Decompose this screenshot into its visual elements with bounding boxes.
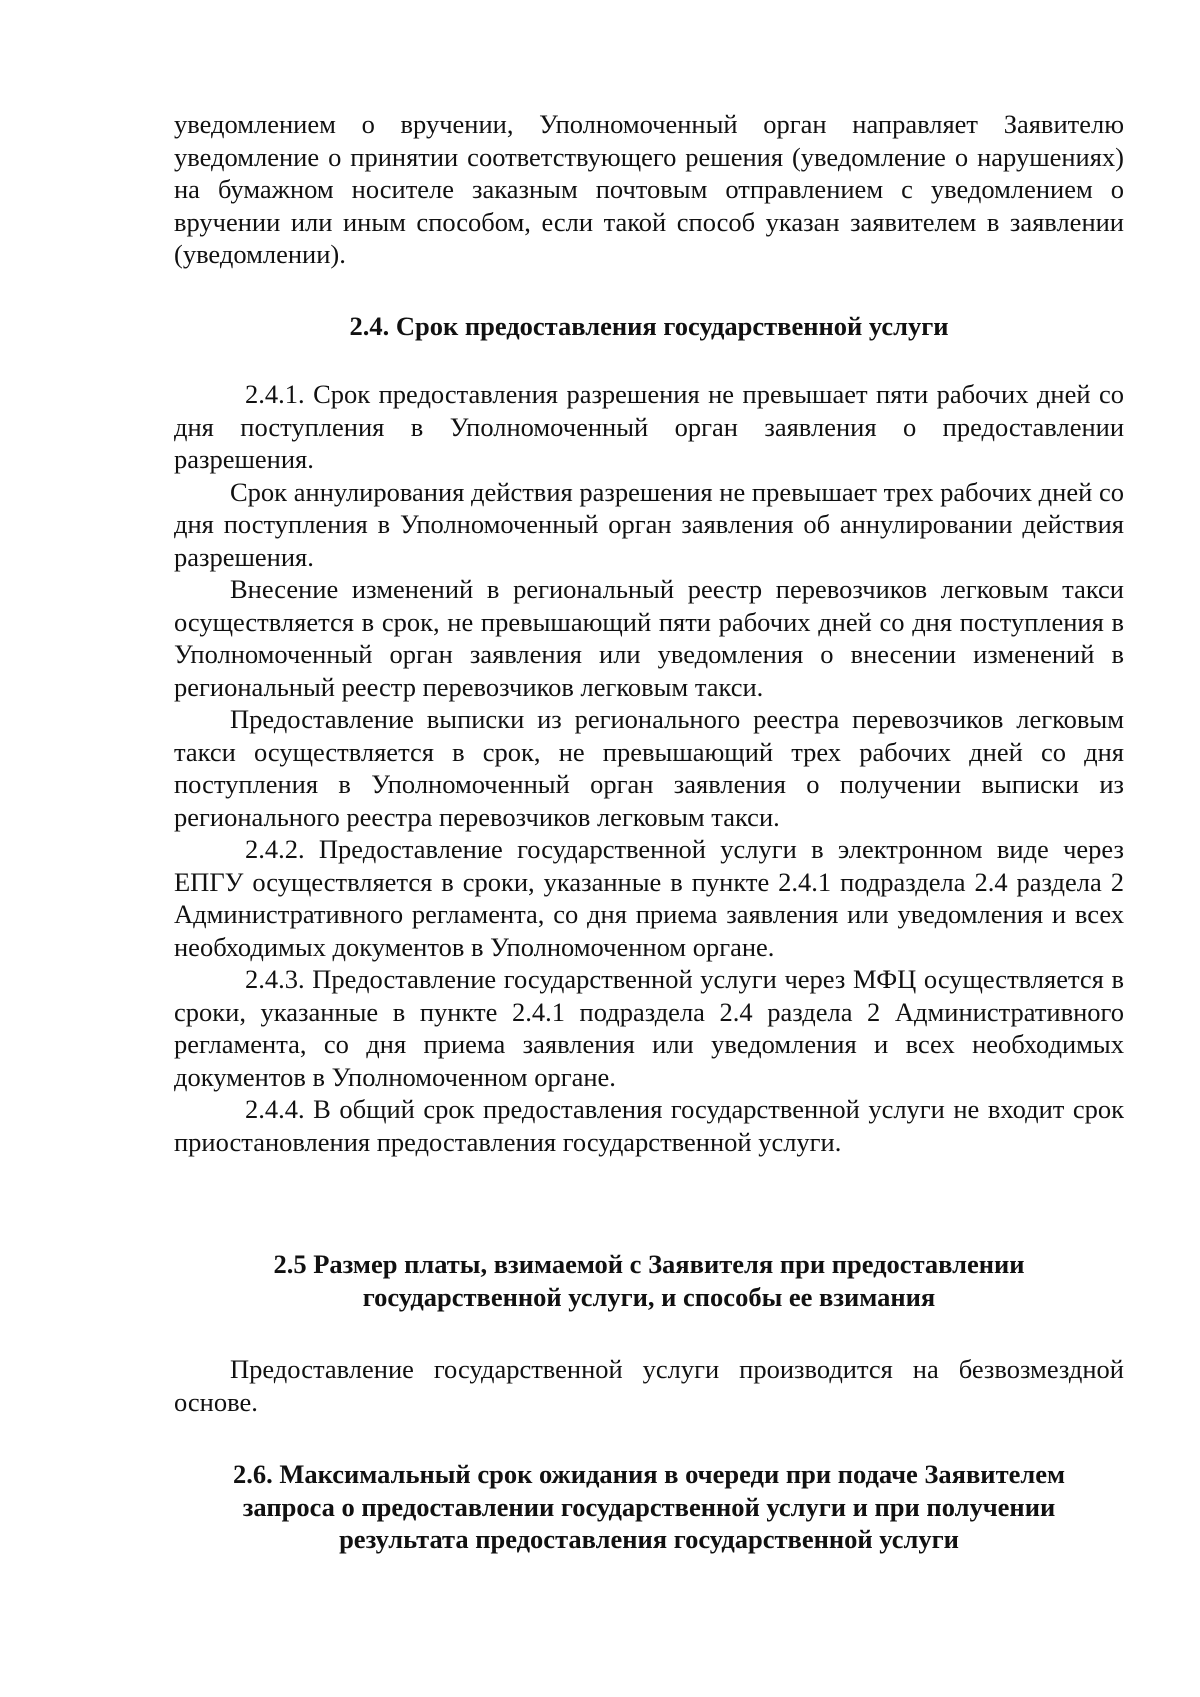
section-2-4-heading: 2.4. Срок предоставления государственной услуги <box>349 310 949 341</box>
paragraph-registry-extract-term: Предоставление выписки из регионального реестра перевозчиков легковым такси осуществляется в срок, не превышающий трех рабочих дней со дня поступления в Уполномоченный орган заявления о получении выписки из регионального реестра перевозчиков легковым такси. <box>174 704 1124 832</box>
paragraph-2-4-3: 2.4.3. Предоставление государственной услуги через МФЦ осуществляется в сроки, указанные в пункте 2.4.1 подраздела 2.4 раздела 2 Административного регламента, со дня приема заявления или уведомления и всех необходимых документов в Уполномоченном органе. <box>174 964 1124 1092</box>
document-body <box>174 108 1124 1556</box>
paragraph-fee: Предоставление государственной услуги производится на безвозмездной основе. <box>174 1354 1124 1417</box>
paragraph-registry-changes-term: Внесение изменений в региональный реестр перевозчиков легковым такси осуществляется в срок, не превышающий пяти рабочих дней со дня поступления в Уполномоченный орган заявления или уведомления о внесении изменений в региональный реестр перевозчиков легковым такси. <box>174 574 1124 702</box>
paragraph-annulment-term: Срок аннулирования действия разрешения не превышает трех рабочих дней со дня поступления в Уполномоченный орган заявления об аннулировании действия разрешения. <box>174 476 1124 572</box>
intro-paragraph: уведомлением о вручении, Уполномоченный орган направляет Заявителю уведомление о принятии соответствующего решения (уведомление о нарушениях) на бумажном носителе заказным почтовым отправлением с уведомлением о вручении или иным способом, если такой способ указан заявителем в заявлении (уведомлении). <box>174 109 1124 269</box>
paragraph-2-4-2: 2.4.2. Предоставление государственной услуги в электронном виде через ЕПГУ осуществляется в сроки, указанные в пункте 2.4.1 подраздела 2.4 раздела 2 Административного регламента, со дня приема заявления или уведомления и всех необходимых документов в Уполномоченном органе. <box>174 834 1124 962</box>
section-2-5-heading: 2.5 Размер платы, взимаемой с Заявителя при предоставлении государственной услуги, и способы ее взимания <box>273 1249 1025 1312</box>
section-2-6-heading: 2.6. Максимальный срок ожидания в очереди при подаче Заявителем запроса о предоставлении государственной услуги и при получении результата предоставления государственной услуги <box>232 1459 1066 1554</box>
paragraph-2-4-1: 2.4.1. Срок предоставления разрешения не превышает пяти рабочих дней со дня поступления в Уполномоченный орган заявления о предоставлении разрешения. <box>174 379 1124 474</box>
paragraph-2-4-4: 2.4.4. В общий срок предоставления государственной услуги не входит срок приостановления предоставления государственной услуги. <box>174 1094 1124 1157</box>
